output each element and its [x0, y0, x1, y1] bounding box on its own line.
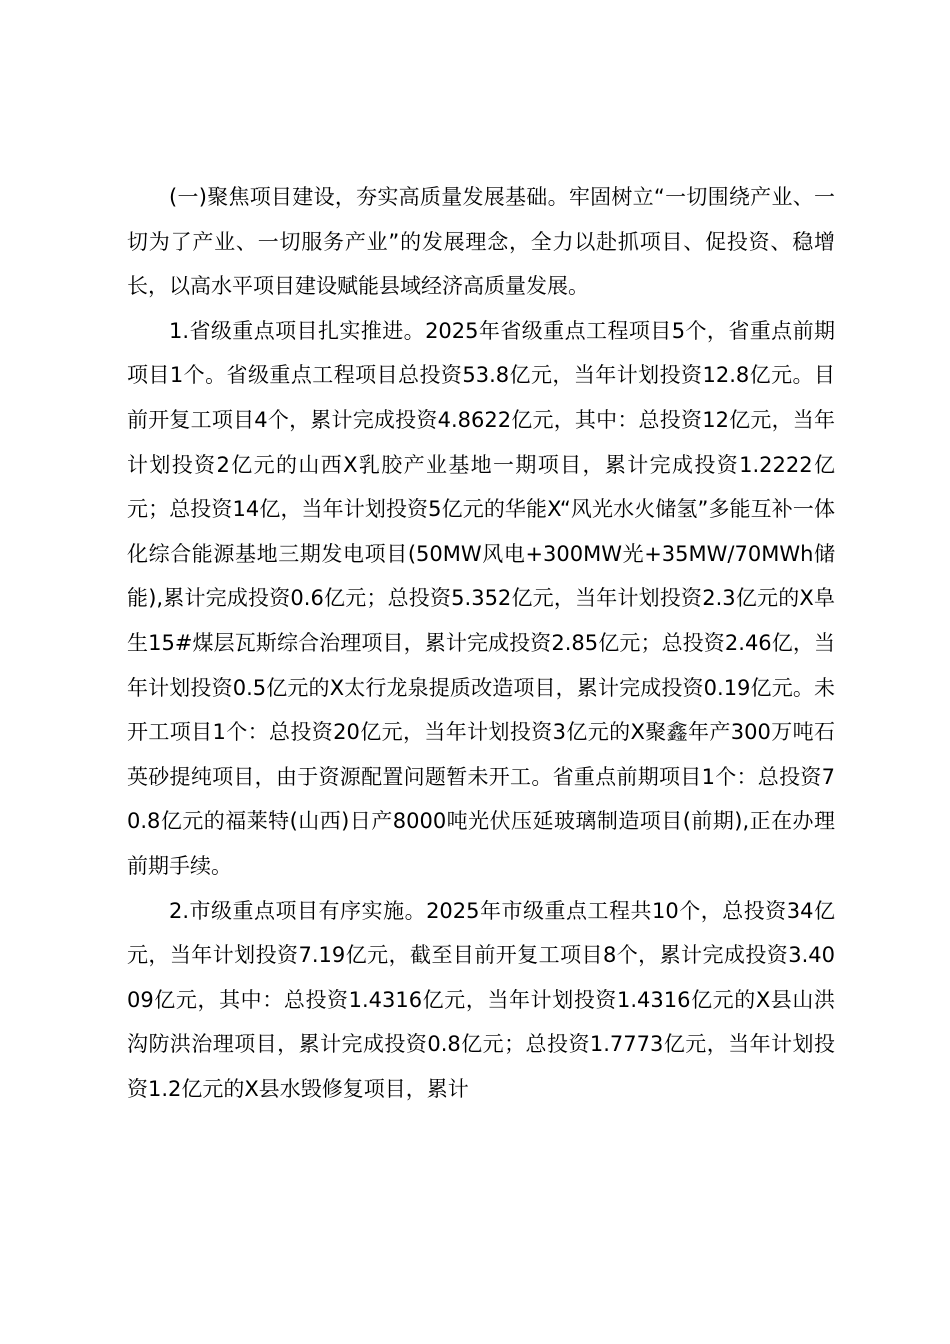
document-body: [127, 175, 835, 1111]
paragraph-provincial-projects: 1.省级重点项目扎实推进。2025年省级重点工程项目5个，省重点前期项目1个。省级重点工程项目总投资53.8亿元，当年计划投资12.8亿元。目前开复工项目4个，累计完成投资4.8622亿元，其中：总投资12亿元，当年计划投资2亿元的山西X乳胶产业基地一期项目，累计完成投资1.2222亿元；总投资14亿，当年计划投资5亿元的华能X“风光水火储氢”多能互补一体化综合能源基地三期发电项目(50MW风电+300MW光+35MW/70MWh储能),累计完成投资0.6亿元；总投资5.352亿元，当年计划投资2.3亿元的X阜生15#煤层瓦斯综合治理项目，累计完成投资2.85亿元；总投资2.46亿，当年计划投资0.5亿元的X太行龙泉提质改造项目，累计完成投资0.19亿元。未开工项目1个：总投资20亿元，当年计划投资3亿元的X聚鑫年产300万吨石英砂提纯项目，由于资源配置问题暂未开工。省重点前期项目1个：总投资70.8亿元的福莱特(山西)日产8000吨光伏压延玻璃制造项目(前期),正在办理前期手续。: [127, 318, 835, 878]
paragraph-municipal-projects: 2.市级重点项目有序实施。2025年市级重点工程共10个，总投资34亿元，当年计划投资7.19亿元，截至目前开复工项目8个，累计完成投资3.4009亿元，其中：总投资1.4316亿元，当年计划投资1.4316亿元的X县山洪沟防洪治理项目，累计完成投资0.8亿元；总投资1.7773亿元，当年计划投资1.2亿元的X县水毁修复项目，累计: [127, 898, 835, 1101]
paragraph-project-construction: (一)聚焦项目建设，夯实高质量发展基础。牢固树立“一切围绕产业、一切为了产业、一切服务产业”的发展理念，全力以赴抓项目、促投资、稳增长，以高水平项目建设赋能县域经济高质量发展。: [127, 185, 835, 299]
